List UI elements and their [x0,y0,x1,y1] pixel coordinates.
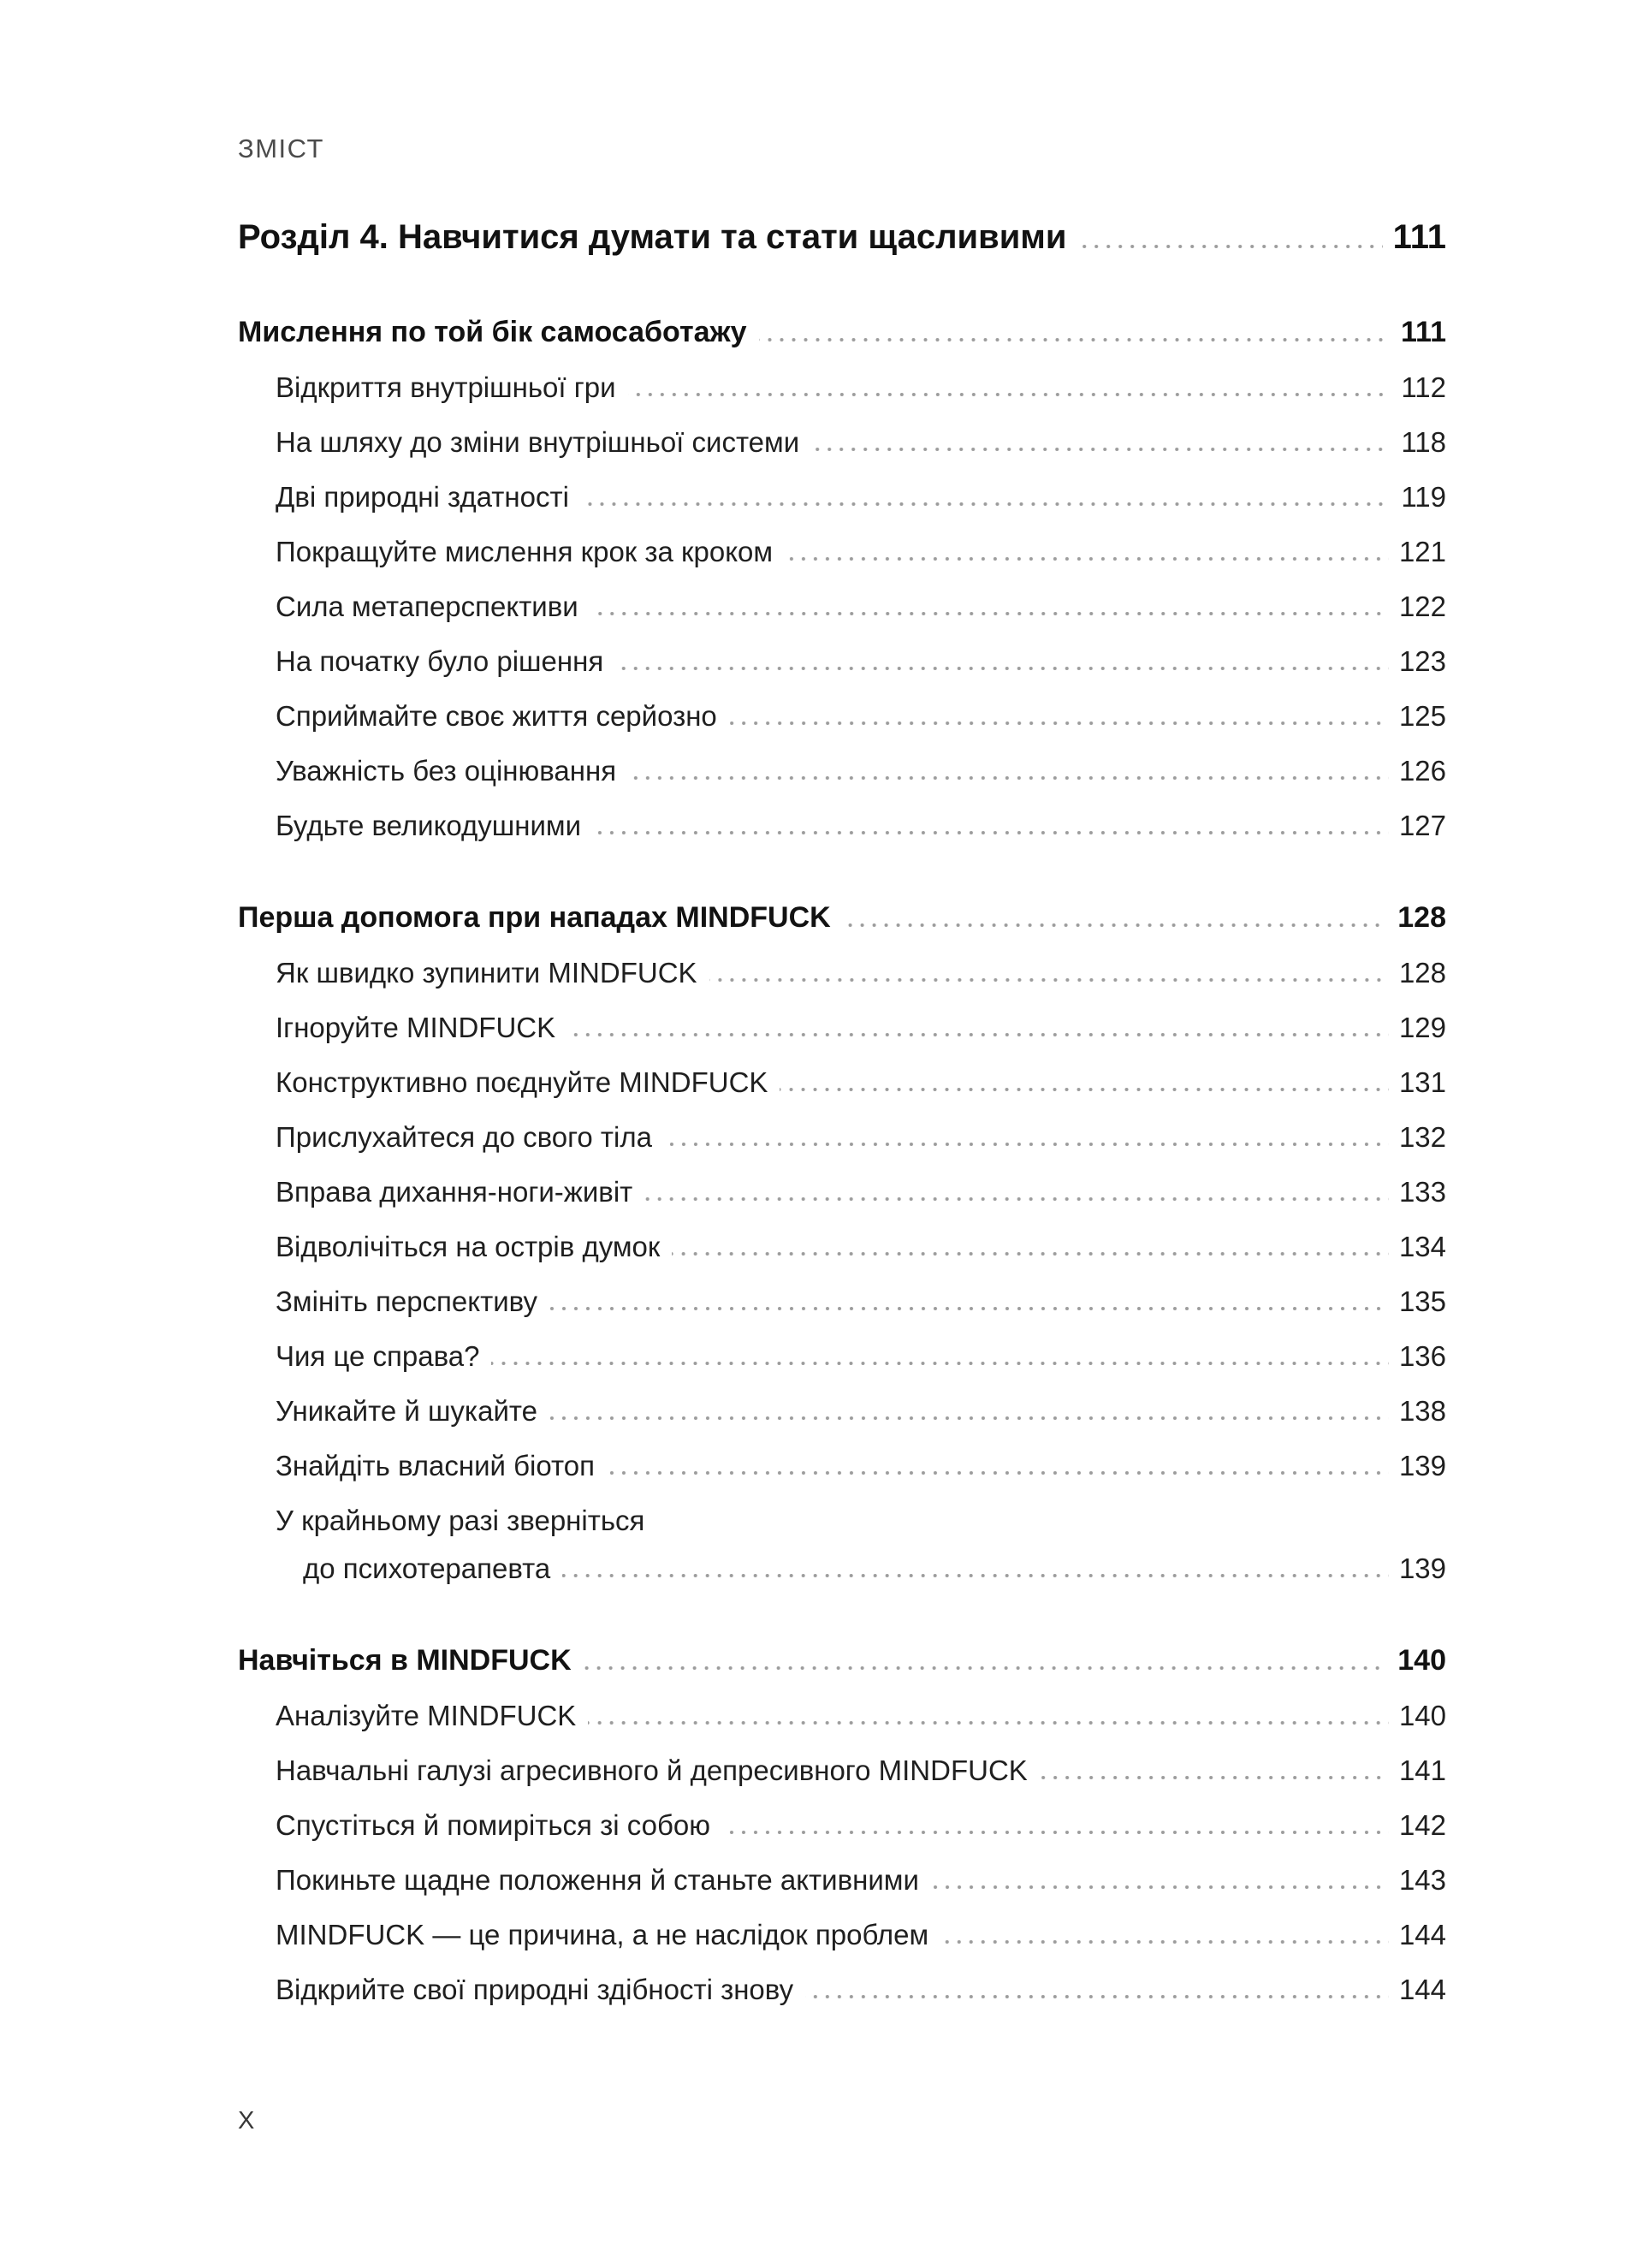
dotted-leader [672,1252,1389,1256]
dotted-leader [1078,245,1382,248]
dotted-leader [607,1471,1389,1475]
entry-title: Знайдіть власний біотоп [276,1450,595,1481]
dotted-leader [729,721,1389,725]
entry-page-number: 123 [1398,645,1446,677]
section-title: Навчіться в MINDFUCK [238,1644,572,1677]
entry-title: Сприймайте своє життя серйозно [276,700,717,732]
entry-title: Уникайте й шукайте [276,1395,537,1427]
entry-page-number: 125 [1398,700,1446,732]
entry-page-number: 127 [1398,810,1446,841]
dotted-leader [940,1940,1389,1944]
entry-title: Чия це справа? [276,1340,480,1372]
dotted-leader [843,923,1388,927]
dotted-leader [1040,1776,1389,1779]
toc-entry-row [238,459,1446,514]
entry-title: Покиньте щадне положення й станьте активними [276,1864,919,1896]
toc-entry-row [238,787,1446,842]
dotted-leader [709,978,1389,982]
entry-title: Прислухайтеся до свого тіла [276,1121,652,1153]
entry-page-number: 144 [1398,1974,1446,2005]
toc-entry-row [238,349,1446,404]
entry-title: Відволічіться на острів думок [276,1231,661,1262]
entry-page-number: 138 [1398,1395,1446,1427]
entry-title: MINDFUCK — це причина, а не наслідок проблем [276,1919,929,1950]
entry-page-number: 122 [1398,591,1446,622]
section-title: Перша допомога при нападах MINDFUCK [238,901,831,934]
dotted-leader [581,502,1391,506]
entry-title: Відкрийте свої природні здібності знову [276,1974,794,2005]
section-page-number: 111 [1401,316,1446,348]
dotted-leader [615,667,1389,670]
section-title: Мислення по той бік самосаботажу [238,316,747,348]
dotted-leader [811,448,1391,451]
entry-page-number: 133 [1398,1176,1446,1208]
toc-entry-row [238,1208,1446,1263]
dotted-leader [780,1088,1389,1091]
entry-page-number: 132 [1398,1121,1446,1153]
toc-entry-row [238,1842,1446,1897]
dotted-leader [722,1831,1389,1834]
entry-page-number: 139 [1398,1553,1446,1584]
dotted-leader [562,1574,1389,1577]
toc-entry-row [238,1677,1446,1732]
toc-entry-row [238,1732,1446,1787]
entry-page-number: 126 [1398,755,1446,787]
entry-page-number: 140 [1398,1700,1446,1731]
chapter-row [238,209,1446,257]
toc-entry-row [238,989,1446,1044]
dotted-leader [584,1666,1388,1670]
toc-entry-row [238,1951,1446,2006]
dotted-leader [785,557,1389,561]
toc-entry-row [238,678,1446,733]
toc-entry-row [238,514,1446,568]
dotted-leader [805,1995,1389,1998]
toc-header: ЗМІСТ [238,134,324,163]
entry-title: Будьте великодушними [276,810,582,841]
entry-page-number: 136 [1398,1340,1446,1372]
entry-page-number: 128 [1398,957,1446,989]
entry-title-line2: до психотерапевта [303,1553,551,1584]
dotted-leader [664,1143,1389,1146]
toc-entry-row [238,1482,1446,1537]
entry-title: Конструктивно поєднуйте MINDFUCK [276,1066,768,1098]
toc-entry-row [238,404,1446,459]
entry-title: Вправа дихання-ноги-живіт [276,1176,633,1208]
entry-page-number: 142 [1398,1809,1446,1841]
entry-page-number: 141 [1398,1754,1446,1786]
entry-title: Ігноруйте MINDFUCK [276,1012,556,1043]
toc-entry-row [238,1044,1446,1099]
toc-entry-row [238,1428,1446,1482]
entry-page-number: 143 [1398,1864,1446,1896]
toc-entry-row [238,1263,1446,1318]
dotted-leader [588,1721,1389,1725]
dotted-leader [628,393,1391,396]
entry-title: На шляху до зміни внутрішньої системи [276,426,800,458]
dotted-leader [931,1885,1389,1889]
entry-title: Відкриття внутрішньої гри [276,371,616,403]
entry-page-number: 121 [1398,536,1446,567]
entry-title: Сила метаперспективи [276,591,578,622]
page-number-footer: X [238,2107,255,2134]
entry-page-number: 119 [1401,481,1446,513]
dotted-leader [590,612,1389,615]
dotted-leader [567,1033,1389,1036]
entry-page-number: 134 [1398,1231,1446,1262]
toc-entry-row [238,568,1446,623]
entry-page-number: 135 [1398,1285,1446,1317]
entry-title: Аналізуйте MINDFUCK [276,1700,577,1731]
entry-page-number: 118 [1401,426,1446,458]
entry-title: Навчальні галузі агресивного й депресивного MINDFUCK [276,1754,1028,1786]
entry-title: Змініть перспективу [276,1285,537,1317]
toc-entry-row [238,1897,1446,1951]
entry-title-line1: У крайньому разі зверніться [276,1505,645,1536]
dotted-leader [549,1416,1389,1420]
toc-entry-row [238,1154,1446,1208]
toc-entry-row [238,733,1446,787]
toc-entry-row [238,1099,1446,1154]
dotted-leader [644,1197,1389,1201]
entry-title: Уважність без оцінювання [276,755,617,787]
entry-page-number: 112 [1401,371,1446,403]
entry-title: Дві природні здатності [276,481,569,513]
section-page-number: 128 [1397,901,1446,934]
entry-page-number: 139 [1398,1450,1446,1481]
entry-page-number: 129 [1398,1012,1446,1043]
toc-entry-row [238,935,1446,989]
toc-entry-row [238,1787,1446,1842]
toc-body [238,294,1446,2006]
entry-page-number: 131 [1398,1066,1446,1098]
entry-title: Як швидко зупинити MINDFUCK [276,957,697,989]
toc-entry-row [238,623,1446,678]
section-row [238,294,1446,349]
toc-entry-row [238,1373,1446,1428]
section-row [238,1623,1446,1677]
toc-entry-row [238,1318,1446,1373]
dotted-leader [549,1307,1389,1310]
toc-entry-two-line [238,1482,1446,1585]
dotted-leader [593,831,1389,834]
chapter-page-number: 111 [1392,218,1446,256]
entry-title: Покращуйте мислення крок за кроком [276,536,774,567]
dotted-leader [628,776,1389,780]
dotted-leader [491,1362,1388,1365]
section-page-number: 140 [1397,1644,1446,1677]
entry-title: На початку було рішення [276,645,604,677]
chapter-title: Розділ 4. Навчитися думати та стати щасливими [238,218,1067,256]
entry-title: Спустіться й помиріться зі собою [276,1809,710,1841]
entry-page-number: 144 [1398,1919,1446,1950]
section-row [238,880,1446,935]
toc-entry-row [238,1537,1446,1585]
dotted-leader [759,338,1391,341]
